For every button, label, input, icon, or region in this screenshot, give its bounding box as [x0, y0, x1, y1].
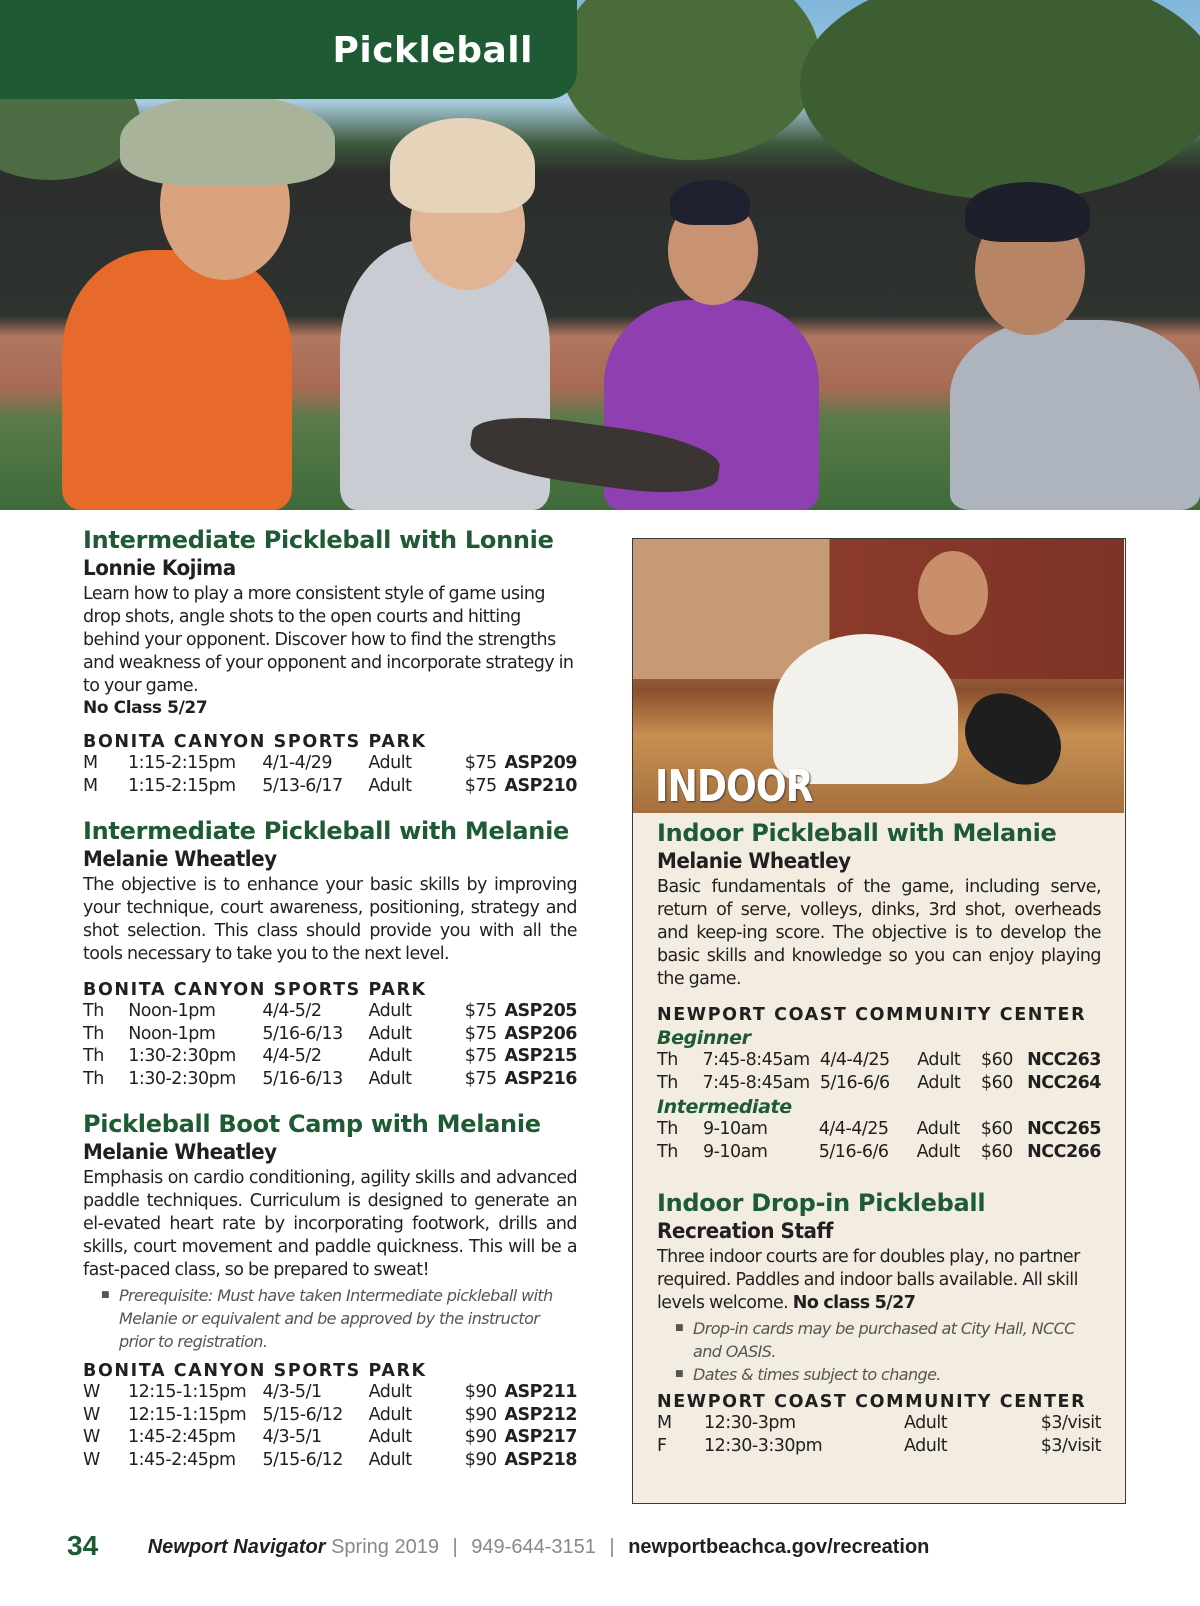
- bullet-list: [657, 1317, 1101, 1386]
- class-title: Indoor Pickleball with Melanie: [657, 819, 1057, 847]
- divider: |: [609, 1536, 615, 1558]
- class-description: The objective is to enhance your basic skills by improving your technique, court awareness, positioning, strategy and shot selection. This class should provide you with all the tools necessary to take you to the next level.: [83, 875, 577, 964]
- fee: $90: [464, 1404, 497, 1425]
- dates: 4/4-5/2: [262, 1046, 322, 1067]
- dates: 5/16-6/13: [262, 1023, 343, 1044]
- day: W: [83, 1449, 100, 1470]
- day: Th: [83, 1001, 104, 1022]
- day: M: [83, 753, 98, 774]
- age-group: Adult: [368, 1382, 412, 1403]
- table-row: [83, 1426, 577, 1449]
- course-code: ASP206: [504, 1023, 577, 1044]
- day: Th: [83, 1023, 104, 1044]
- age-group: Adult: [368, 1046, 412, 1067]
- table-row: [83, 775, 577, 798]
- fee: $75: [464, 1068, 497, 1089]
- website-link[interactable]: newportbeachca.gov/recreation: [628, 1536, 930, 1558]
- course-code: ASP210: [504, 775, 577, 796]
- dates: 5/15-6/12: [262, 1404, 343, 1425]
- table-row: [83, 1381, 577, 1404]
- course-code: NCC263: [1027, 1050, 1101, 1071]
- course-code: ASP211: [504, 1382, 577, 1403]
- schedule-table: [83, 1000, 577, 1090]
- indoor-sidebar: [632, 538, 1126, 1504]
- page-number: 34: [67, 1530, 99, 1561]
- table-row: [83, 1404, 577, 1427]
- level-heading: Intermediate: [657, 1096, 792, 1118]
- table-row: [83, 1023, 577, 1046]
- fee: $75: [464, 1023, 497, 1044]
- prerequisite-note: ■ Prerequisite: Must have taken Intermediate pickleball with Melanie or equivalent and be approved by the instructor prior to registration.: [119, 1284, 577, 1353]
- course-code: ASP217: [504, 1427, 577, 1448]
- schedule-table: [657, 1412, 1101, 1457]
- table-row: [657, 1141, 1101, 1164]
- dates: 5/13-6/17: [262, 775, 343, 796]
- class-title: Intermediate Pickleball with Melanie: [83, 817, 569, 845]
- level-heading: Beginner: [657, 1027, 751, 1049]
- course-code: ASP218: [504, 1449, 577, 1470]
- fee: $60: [980, 1141, 1013, 1162]
- age-group: Adult: [368, 1449, 412, 1470]
- class-indoor-dropin: [657, 1189, 1101, 1457]
- course-code: NCC265: [1027, 1119, 1101, 1140]
- dates: 4/3-5/1: [262, 1382, 322, 1403]
- table-row: [83, 1449, 577, 1472]
- age-group: Adult: [917, 1072, 961, 1093]
- day: Th: [657, 1050, 678, 1071]
- location-heading: BONITA CANYON SPORTS PARK: [83, 1361, 427, 1381]
- no-class-note: No class 5/27: [792, 1293, 916, 1313]
- age-group: Adult: [904, 1435, 948, 1456]
- dates: 4/4-5/2: [262, 1001, 322, 1022]
- time: 1:30-2:30pm: [128, 1068, 236, 1089]
- class-title: Pickleball Boot Camp with Melanie: [83, 1110, 541, 1138]
- course-code: ASP216: [504, 1068, 577, 1089]
- instructor-name: Recreation Staff: [657, 1219, 833, 1243]
- time: 12:15-1:15pm: [128, 1382, 247, 1403]
- age-group: Adult: [368, 1068, 412, 1089]
- class-intermediate-melanie: [83, 817, 577, 1090]
- table-row: [657, 1072, 1101, 1095]
- course-code: ASP209: [504, 753, 577, 774]
- table-row: [657, 1412, 1101, 1435]
- day: M: [83, 775, 98, 796]
- day: W: [83, 1382, 100, 1403]
- class-boot-camp: [83, 1110, 577, 1471]
- dates: 5/16-6/6: [819, 1072, 890, 1093]
- class-indoor-melanie: [657, 819, 1101, 1163]
- fee: $3/visit: [1040, 1435, 1101, 1456]
- dates: 5/15-6/12: [262, 1449, 343, 1470]
- dropin-cards-note: ■ Drop-in cards may be purchased at City Hall, NCCC and OASIS.: [693, 1317, 1101, 1363]
- table-row: [83, 752, 577, 775]
- location-heading: NEWPORT COAST COMMUNITY CENTER: [657, 1005, 1087, 1025]
- location-heading: BONITA CANYON SPORTS PARK: [83, 732, 427, 752]
- no-class-note: No Class 5/27: [83, 698, 208, 718]
- age-group: Adult: [368, 1001, 412, 1022]
- class-intermediate-lonnie: [83, 526, 577, 797]
- day: Th: [83, 1046, 104, 1067]
- age-group: Adult: [904, 1413, 948, 1434]
- class-title: Indoor Drop-in Pickleball: [657, 1189, 986, 1217]
- left-column: [83, 526, 577, 1491]
- sidebar-content: [657, 819, 1101, 1477]
- schedule-change-note: ■ Dates & times subject to change.: [693, 1363, 1101, 1386]
- dates: 5/16-6/13: [262, 1068, 343, 1089]
- fee: $90: [464, 1427, 497, 1448]
- indoor-banner: INDOOR: [655, 761, 813, 812]
- age-group: Adult: [917, 1050, 961, 1071]
- day: F: [657, 1435, 667, 1456]
- course-code: NCC264: [1027, 1072, 1101, 1093]
- dropin-description-text: Three indoor courts are for doubles play, no partner required. Paddles and indoor balls available. All skill levels welcome.: [657, 1247, 1080, 1313]
- divider: |: [452, 1536, 458, 1558]
- fee: $60: [980, 1119, 1013, 1140]
- schedule-table: [83, 1381, 577, 1471]
- age-group: Adult: [916, 1119, 960, 1140]
- time: 12:15-1:15pm: [128, 1404, 247, 1425]
- course-code: ASP215: [504, 1046, 577, 1067]
- day: Th: [657, 1141, 678, 1162]
- age-group: Adult: [368, 1404, 412, 1425]
- dates: 4/4-4/25: [818, 1119, 889, 1140]
- table-row: [657, 1049, 1101, 1072]
- phone-number: 949-644-3151: [471, 1536, 596, 1558]
- course-code: NCC266: [1027, 1141, 1101, 1162]
- indoor-photo: [633, 539, 1124, 813]
- time: Noon-1pm: [128, 1023, 216, 1044]
- fee: $75: [464, 1046, 497, 1067]
- fee: $75: [464, 775, 497, 796]
- fee: $60: [980, 1072, 1013, 1093]
- time: 1:45-2:45pm: [128, 1449, 236, 1470]
- day: M: [657, 1413, 672, 1434]
- time: 1:15-2:15pm: [128, 775, 236, 796]
- time: 1:15-2:15pm: [128, 753, 236, 774]
- time: 9-10am: [702, 1119, 768, 1140]
- time: Noon-1pm: [128, 1001, 216, 1022]
- class-title: Intermediate Pickleball with Lonnie: [83, 526, 554, 554]
- course-code: ASP212: [504, 1404, 577, 1425]
- section-title-tab: [0, 0, 577, 99]
- day: Th: [657, 1119, 678, 1140]
- time: 9-10am: [702, 1141, 768, 1162]
- schedule-table: [657, 1049, 1101, 1094]
- fee: $3/visit: [1040, 1413, 1101, 1434]
- instructor-name: Melanie Wheatley: [83, 1140, 277, 1164]
- class-description: Basic fundamentals of the game, including serve, return of serve, volleys, dinks, 3rd shot, overheads and keep-ing score. The objective is to develop the basic skills and knowledge so you can enjoy playing the game.: [657, 877, 1101, 989]
- fee: $75: [464, 1001, 497, 1022]
- dates: 5/16-6/6: [818, 1141, 889, 1162]
- table-row: [83, 1045, 577, 1068]
- time: 1:30-2:30pm: [128, 1046, 236, 1067]
- table-row: [83, 1068, 577, 1091]
- bullet-list: [83, 1284, 577, 1353]
- season: Spring 2019: [331, 1536, 439, 1558]
- day: W: [83, 1404, 100, 1425]
- class-description: Emphasis on cardio conditioning, agility skills and advanced paddle techniques. Curriculum is designed to generate an el-evated heart rate by incorporating footwork, drills and skills, court movement and paddle quickness. This will be a fast-paced class, so be prepared to sweat!: [83, 1168, 577, 1280]
- day: Th: [657, 1072, 678, 1093]
- time: 12:30-3:30pm: [704, 1435, 823, 1456]
- time: 7:45-8:45am: [702, 1072, 810, 1093]
- course-code: ASP205: [504, 1001, 577, 1022]
- page-title: Pickleball: [332, 30, 533, 71]
- age-group: Adult: [368, 775, 412, 796]
- time: 1:45-2:45pm: [128, 1427, 236, 1448]
- day: Th: [83, 1068, 104, 1089]
- age-group: Adult: [916, 1141, 960, 1162]
- day: W: [83, 1427, 100, 1448]
- table-row: [83, 1000, 577, 1023]
- magazine-name: Newport Navigator: [147, 1536, 326, 1558]
- schedule-table: [657, 1118, 1101, 1163]
- age-group: Adult: [368, 1023, 412, 1044]
- fee: $60: [980, 1050, 1013, 1071]
- age-group: Adult: [368, 1427, 412, 1448]
- table-row: [657, 1435, 1101, 1458]
- dates: 4/1-4/29: [262, 753, 332, 774]
- fee: $90: [464, 1449, 497, 1470]
- instructor-name: Lonnie Kojima: [83, 556, 236, 580]
- schedule-table: [83, 752, 577, 797]
- time: 7:45-8:45am: [702, 1050, 810, 1071]
- class-description: Learn how to play a more consistent style of game using drop shots, angle shots to the open courts and hitting behind your opponent. Discover how to find the strengths and weakness of your opponent and incorporate strategy in to your game.: [83, 584, 574, 696]
- instructor-name: Melanie Wheatley: [657, 849, 851, 873]
- fee: $90: [464, 1382, 497, 1403]
- location-heading: NEWPORT COAST COMMUNITY CENTER: [657, 1392, 1087, 1412]
- table-row: [657, 1118, 1101, 1141]
- dates: 4/4-4/25: [819, 1050, 890, 1071]
- class-description: [657, 1246, 1101, 1315]
- fee: $75: [464, 753, 497, 774]
- instructor-name: Melanie Wheatley: [83, 847, 277, 871]
- time: 12:30-3pm: [704, 1413, 796, 1434]
- age-group: Adult: [368, 753, 412, 774]
- dates: 4/3-5/1: [262, 1427, 322, 1448]
- location-heading: BONITA CANYON SPORTS PARK: [83, 980, 427, 1000]
- page-footer: [67, 1530, 929, 1562]
